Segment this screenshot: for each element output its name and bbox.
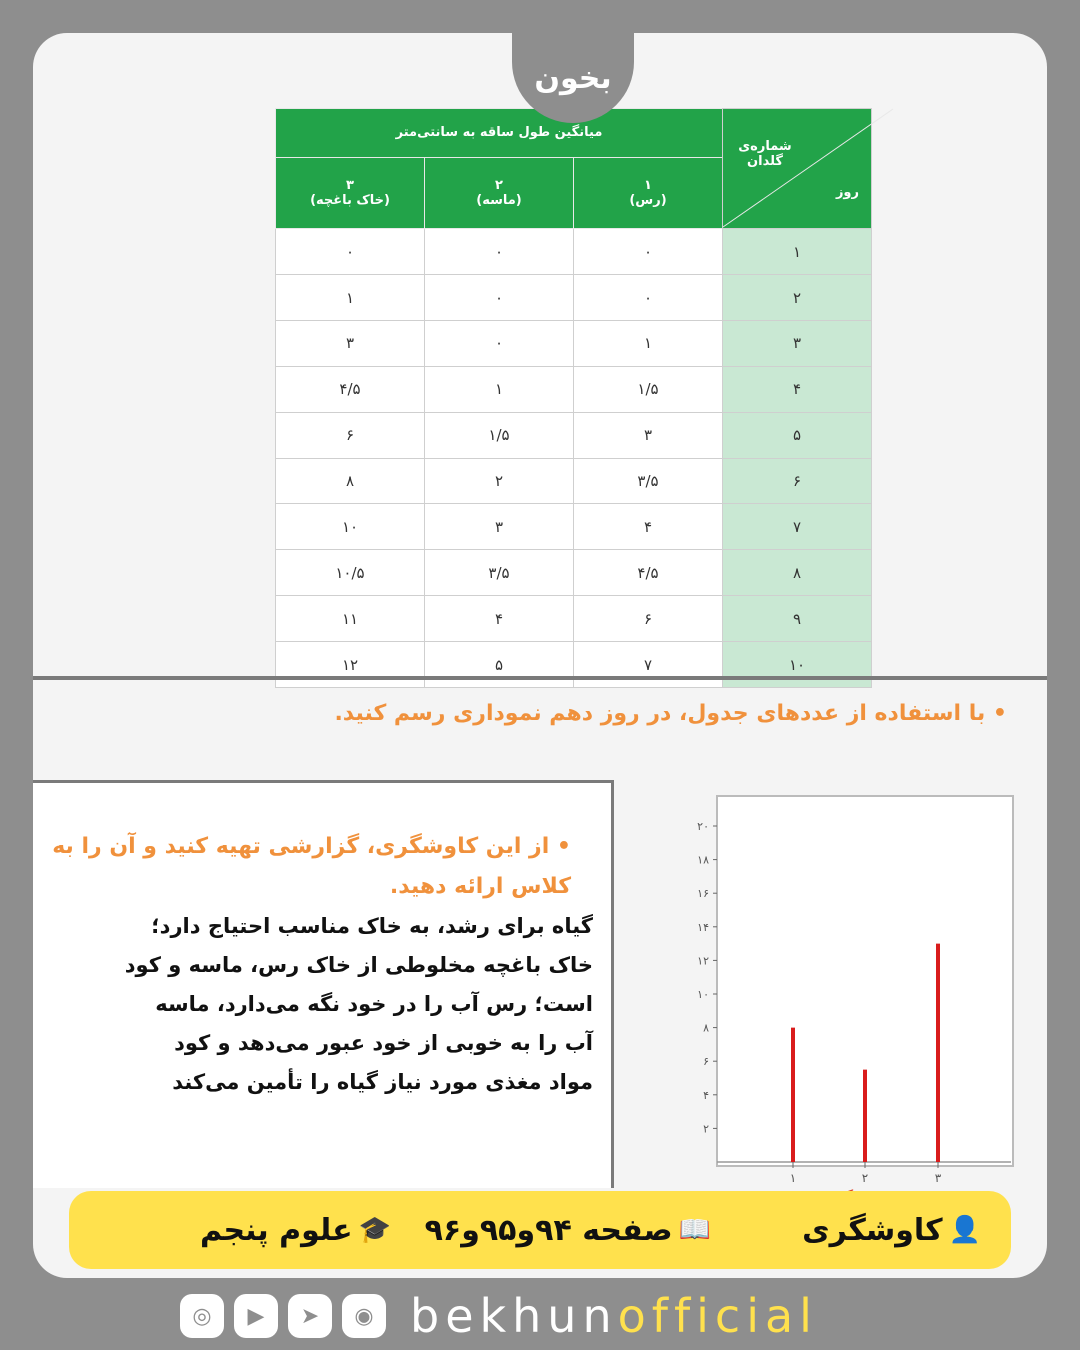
report-text xyxy=(53,907,593,1102)
value-cell: ۱/۵ xyxy=(425,412,574,458)
report-panel xyxy=(33,780,614,1188)
value-cell: ۰ xyxy=(425,229,574,275)
footer-middle: 📖 صفحه ۹۴و۹۵و۹۶ xyxy=(424,1212,711,1248)
value-cell: ۱/۵ xyxy=(574,366,723,412)
y-tick-label: ۴ xyxy=(703,1088,709,1102)
value-cell: ۴ xyxy=(574,504,723,550)
telegram-icon[interactable]: ➤ xyxy=(288,1294,332,1338)
value-cell: ۸ xyxy=(276,458,425,504)
table-row xyxy=(276,504,872,550)
day-cell: ۶ xyxy=(723,458,872,504)
table-corner-cell xyxy=(723,109,872,229)
book-icon: 📖 xyxy=(678,1215,711,1245)
value-cell: ۱ xyxy=(574,321,723,367)
bar-chart xyxy=(645,758,1005,1185)
header-group: میانگین طول ساقه به سانتی‌متر xyxy=(276,109,723,158)
y-tick-label: ۱۴ xyxy=(697,920,709,934)
value-cell: ۳/۵ xyxy=(425,550,574,596)
value-cell: ۱۲ xyxy=(276,642,425,688)
y-tick-label: ۸ xyxy=(703,1021,709,1035)
value-cell: ۰ xyxy=(425,321,574,367)
value-cell: ۰ xyxy=(574,229,723,275)
report-line: آب را به خوبی از خود عبور می‌دهد و کود xyxy=(174,1031,593,1055)
instruction-2: • از این کاوشگری، گزارشی تهیه کنید و آن را به کلاس ارائه دهید. xyxy=(52,834,571,899)
value-cell: ۶ xyxy=(574,596,723,642)
value-cell: ۱۰/۵ xyxy=(276,550,425,596)
x-tick-label: ۱ xyxy=(789,1171,797,1185)
report-line: است؛ رس آب را در خود نگه می‌دارد، ماسه xyxy=(155,992,593,1016)
table-row xyxy=(276,596,872,642)
table-row xyxy=(276,275,872,321)
value-cell: ۵ xyxy=(425,642,574,688)
report-line: گیاه برای رشد، به خاک مناسب احتیاج دارد؛ xyxy=(151,914,593,938)
table-row xyxy=(276,642,872,688)
value-cell: ۰ xyxy=(276,229,425,275)
separator xyxy=(33,676,1047,680)
y-tick-label: ۲۰ xyxy=(697,820,709,833)
x-tick-label: ۳ xyxy=(934,1171,942,1185)
value-cell: ۴ xyxy=(425,596,574,642)
day-cell: ۸ xyxy=(723,550,872,596)
footer-bar xyxy=(69,1191,1011,1269)
y-tick-label: ۱۲ xyxy=(697,954,709,968)
value-cell: ۱۱ xyxy=(276,596,425,642)
value-cell: ۴/۵ xyxy=(574,550,723,596)
instruction-1: • با استفاده از عددهای جدول، در روز دهم نموداری رسم کنید. xyxy=(334,701,1007,726)
table-body xyxy=(276,229,872,688)
social-bar xyxy=(180,1290,818,1342)
value-cell: ۲ xyxy=(425,458,574,504)
col-header-3: ۳ (خاک باغچه) xyxy=(276,157,425,228)
graduation-cap-icon: 🎓 xyxy=(358,1215,391,1245)
value-cell: ۳ xyxy=(425,504,574,550)
y-tick-label: ۲ xyxy=(703,1122,709,1136)
y-tick-label: ۱۰ xyxy=(697,988,709,1001)
value-cell: ۷ xyxy=(574,642,723,688)
day-cell: ۷ xyxy=(723,504,872,550)
day-cell: ۵ xyxy=(723,412,872,458)
table-row xyxy=(276,366,872,412)
value-cell: ۰ xyxy=(425,275,574,321)
logo-text: بخون xyxy=(534,60,612,96)
x-tick-label: ۲ xyxy=(861,1171,869,1185)
value-cell: ۱ xyxy=(425,366,574,412)
value-cell: ۳ xyxy=(574,412,723,458)
y-tick-label: ۶ xyxy=(703,1055,709,1069)
day-cell: ۴ xyxy=(723,366,872,412)
table-row xyxy=(276,550,872,596)
day-cell: ۱ xyxy=(723,229,872,275)
footer-right: 👤 کاوشگری xyxy=(802,1212,981,1248)
value-cell: ۳/۵ xyxy=(574,458,723,504)
y-tick-label: ۱۸ xyxy=(697,853,709,867)
value-cell: ۱۰ xyxy=(276,504,425,550)
day-cell: ۹ xyxy=(723,596,872,642)
table-row xyxy=(276,229,872,275)
col-header-2: ۲ (ماسه) xyxy=(425,157,574,228)
value-cell: ۰ xyxy=(574,275,723,321)
value-cell: ۶ xyxy=(276,412,425,458)
y-tick-label: ۱۶ xyxy=(697,887,709,901)
corner-bottom-label: روز xyxy=(835,185,859,200)
table-row xyxy=(276,458,872,504)
corner-top-label: شماره‌ی گلدان xyxy=(738,139,792,169)
report-line: خاک باغچه مخلوطی از خاک رس، ماسه و کود xyxy=(124,953,593,977)
report-line: مواد مغذی مورد نیاز گیاه را تأمین می‌کند xyxy=(172,1070,593,1094)
instagram-icon[interactable]: ◉ xyxy=(342,1294,386,1338)
footer-left: 🎓 علوم پنجم xyxy=(199,1212,391,1248)
brand-name: bekhunofficial xyxy=(410,1289,818,1343)
col-header-1: ۱ (رس) xyxy=(574,157,723,228)
content-card xyxy=(33,33,1047,1278)
aparat-icon[interactable]: ◎ xyxy=(180,1294,224,1338)
day-cell: ۳ xyxy=(723,321,872,367)
day-cell: ۱۰ xyxy=(723,642,872,688)
day-cell: ۲ xyxy=(723,275,872,321)
value-cell: ۳ xyxy=(276,321,425,367)
value-cell: ۱ xyxy=(276,275,425,321)
youtube-icon[interactable]: ▶ xyxy=(234,1294,278,1338)
value-cell: ۴/۵ xyxy=(276,366,425,412)
user-icon: 👤 xyxy=(948,1215,981,1245)
table-row xyxy=(276,321,872,367)
data-table xyxy=(275,108,872,688)
table-row xyxy=(276,412,872,458)
